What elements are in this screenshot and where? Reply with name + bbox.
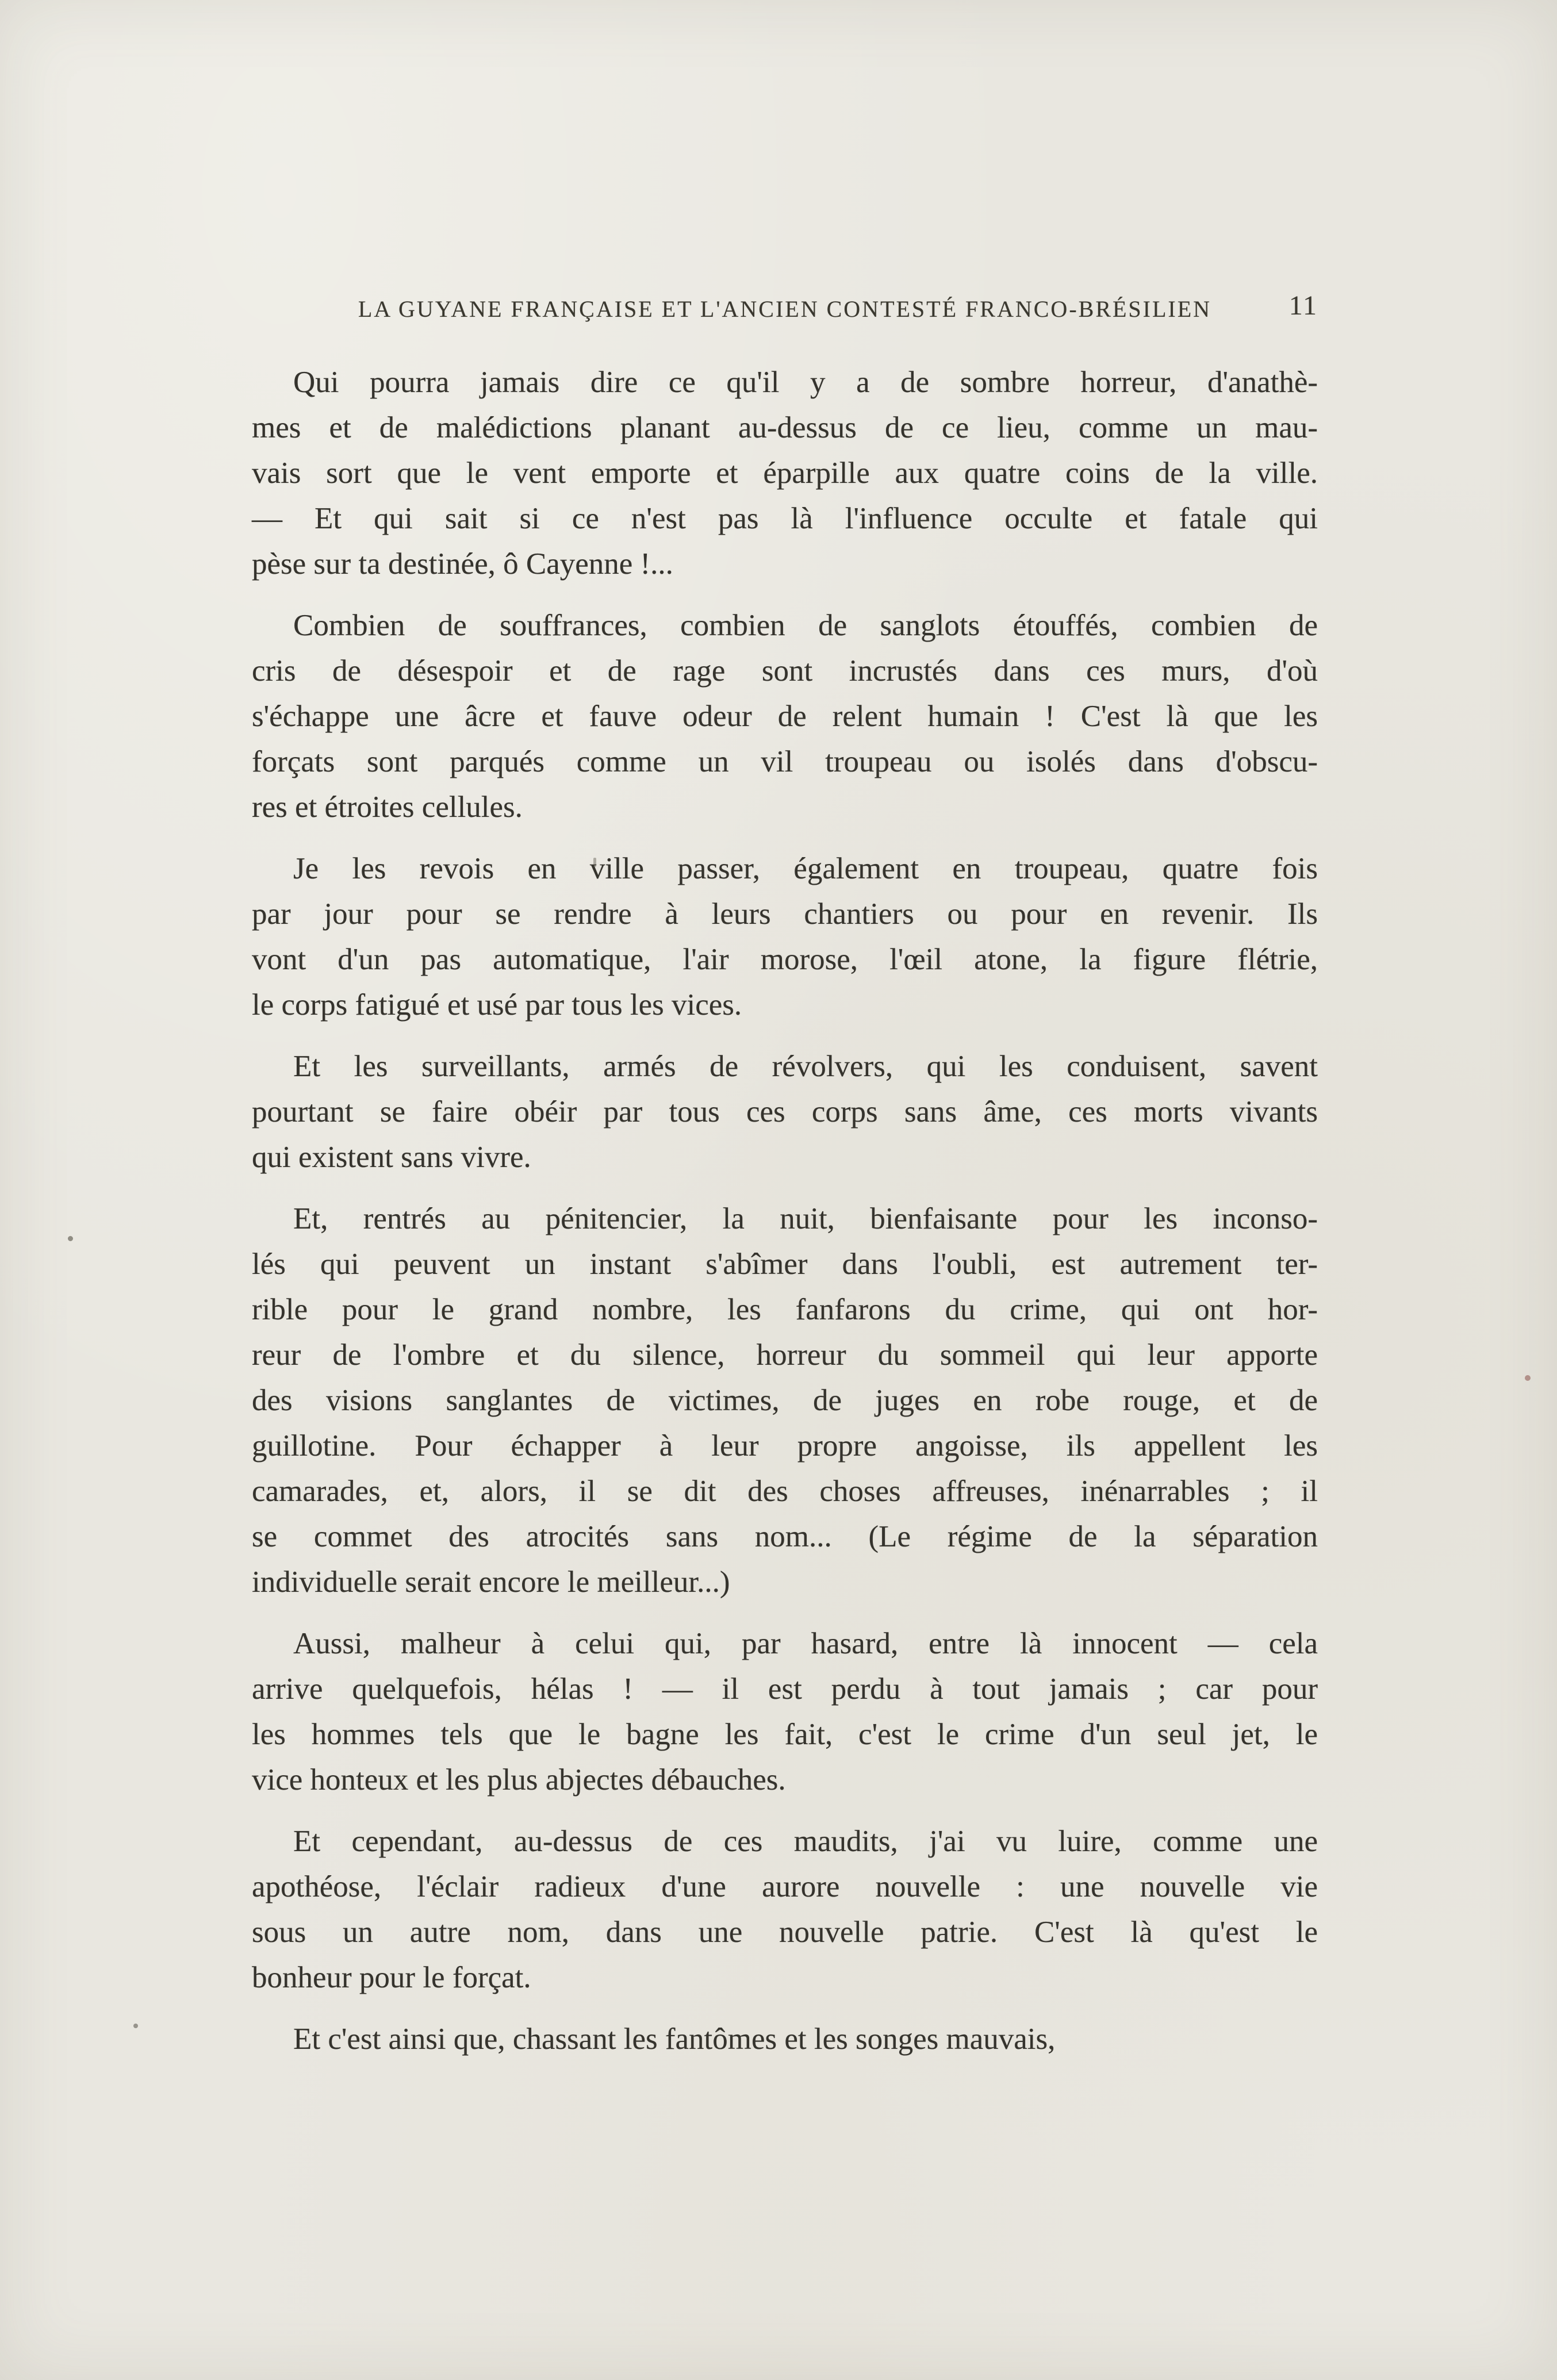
text-line: pourtant se faire obéir par tous ces corps sans âme, ces morts vivants: [252, 1095, 1318, 1128]
paragraph: [252, 1196, 1318, 1605]
paragraph: [252, 1621, 1318, 1803]
text-line: par jour pour se rendre à leurs chantiers ou pour en revenir. Ils: [252, 897, 1318, 931]
text-line: bonheur pour le forçat.: [252, 1961, 531, 1994]
text-line: vice honteux et les plus abjectes débauches.: [252, 1763, 786, 1796]
text-line: Et, rentrés au pénitencier, la nuit, bienfaisante pour les inconso-: [293, 1202, 1318, 1235]
text-line: — Et qui sait si ce n'est pas là l'influence occulte et fatale qui: [252, 502, 1318, 535]
text-line: le corps fatigué et usé par tous les vices.: [252, 988, 742, 1022]
text-line: Et les surveillants, armés de révolvers, qui les conduisent, savent: [293, 1050, 1318, 1083]
paper-speck: [133, 2024, 138, 2028]
paragraph: [252, 1819, 1318, 2001]
paragraph: [252, 603, 1318, 830]
text-line: arrive quelquefois, hélas ! — il est perdu à tout jamais ; car pour: [252, 1672, 1318, 1706]
text-line: vont d'un pas automatique, l'air morose, l'œil atone, la figure flétrie,: [252, 943, 1318, 976]
text-line: guillotine. Pour échapper à leur propre angoisse, ils appellent les: [252, 1429, 1318, 1462]
text-line: qui existent sans vivre.: [252, 1141, 531, 1174]
text-line: Et c'est ainsi que, chassant les fantômes et les songes mauvais,: [293, 2022, 1056, 2056]
text-line: pèse sur ta destinée, ô Cayenne !...: [252, 547, 673, 581]
paragraph: [252, 1044, 1318, 1180]
running-header-title: LA GUYANE FRANÇAISE ET L'ANCIEN CONTESTÉ FRANCO-BRÉSILIEN: [358, 296, 1212, 322]
paragraph: [252, 846, 1318, 1028]
text-line: apothéose, l'éclair radieux d'une aurore nouvelle : une nouvelle vie: [252, 1870, 1318, 1903]
text-block: [252, 290, 1318, 2078]
text-line: Combien de souffrances, combien de sanglots étouffés, combien de: [293, 609, 1318, 642]
text-line: sous un autre nom, dans une nouvelle patrie. C'est là qu'est le: [252, 1915, 1318, 1949]
paper-speck: [68, 1236, 73, 1241]
running-header: [252, 290, 1318, 324]
text-line: rible pour le grand nombre, les fanfarons du crime, qui ont hor-: [252, 1293, 1318, 1326]
text-line: des visions sanglantes de victimes, de juges en robe rouge, et de: [252, 1384, 1318, 1417]
text-line: reur de l'ombre et du silence, horreur du sommeil qui leur apporte: [252, 1338, 1318, 1372]
text-line: Aussi, malheur à celui qui, par hasard, entre là innocent — cela: [293, 1627, 1318, 1660]
text-line: Et cependant, au-dessus de ces maudits, j'ai vu luire, comme une: [293, 1825, 1318, 1858]
text-line: vais sort que le vent emporte et éparpille aux quatre coins de la ville.: [252, 456, 1318, 490]
text-line: Je les revois en ville passer, également en troupeau, quatre fois: [293, 852, 1318, 885]
paragraph: [252, 360, 1318, 587]
text-line: s'échappe une âcre et fauve odeur de relent humain ! C'est là que les: [252, 700, 1318, 733]
text-line: individuelle serait encore le meilleur...): [252, 1565, 730, 1599]
text-line: res et étroites cellules.: [252, 790, 523, 824]
text-line: lés qui peuvent un instant s'abîmer dans l'oubli, est autrement ter-: [252, 1247, 1318, 1281]
text-line: Qui pourra jamais dire ce qu'il y a de sombre horreur, d'anathè-: [293, 366, 1318, 399]
text-line: camarades, et, alors, il se dit des choses affreuses, inénarrables ; il: [252, 1475, 1318, 1508]
page-number: 11: [1288, 290, 1318, 321]
text-line: forçats sont parqués comme un vil troupeau ou isolés dans d'obscu-: [252, 745, 1318, 778]
text-line: mes et de malédictions planant au-dessus de ce lieu, comme un mau-: [252, 411, 1318, 444]
page-body: [252, 360, 1318, 2062]
paragraph: [252, 2017, 1318, 2062]
text-line: les hommes tels que le bagne les fait, c'est le crime d'un seul jet, le: [252, 1718, 1318, 1751]
text-line: se commet des atrocités sans nom... (Le régime de la séparation: [252, 1520, 1318, 1553]
text-line: cris de désespoir et de rage sont incrustés dans ces murs, d'où: [252, 654, 1318, 688]
paper-speck: [1525, 1375, 1531, 1381]
